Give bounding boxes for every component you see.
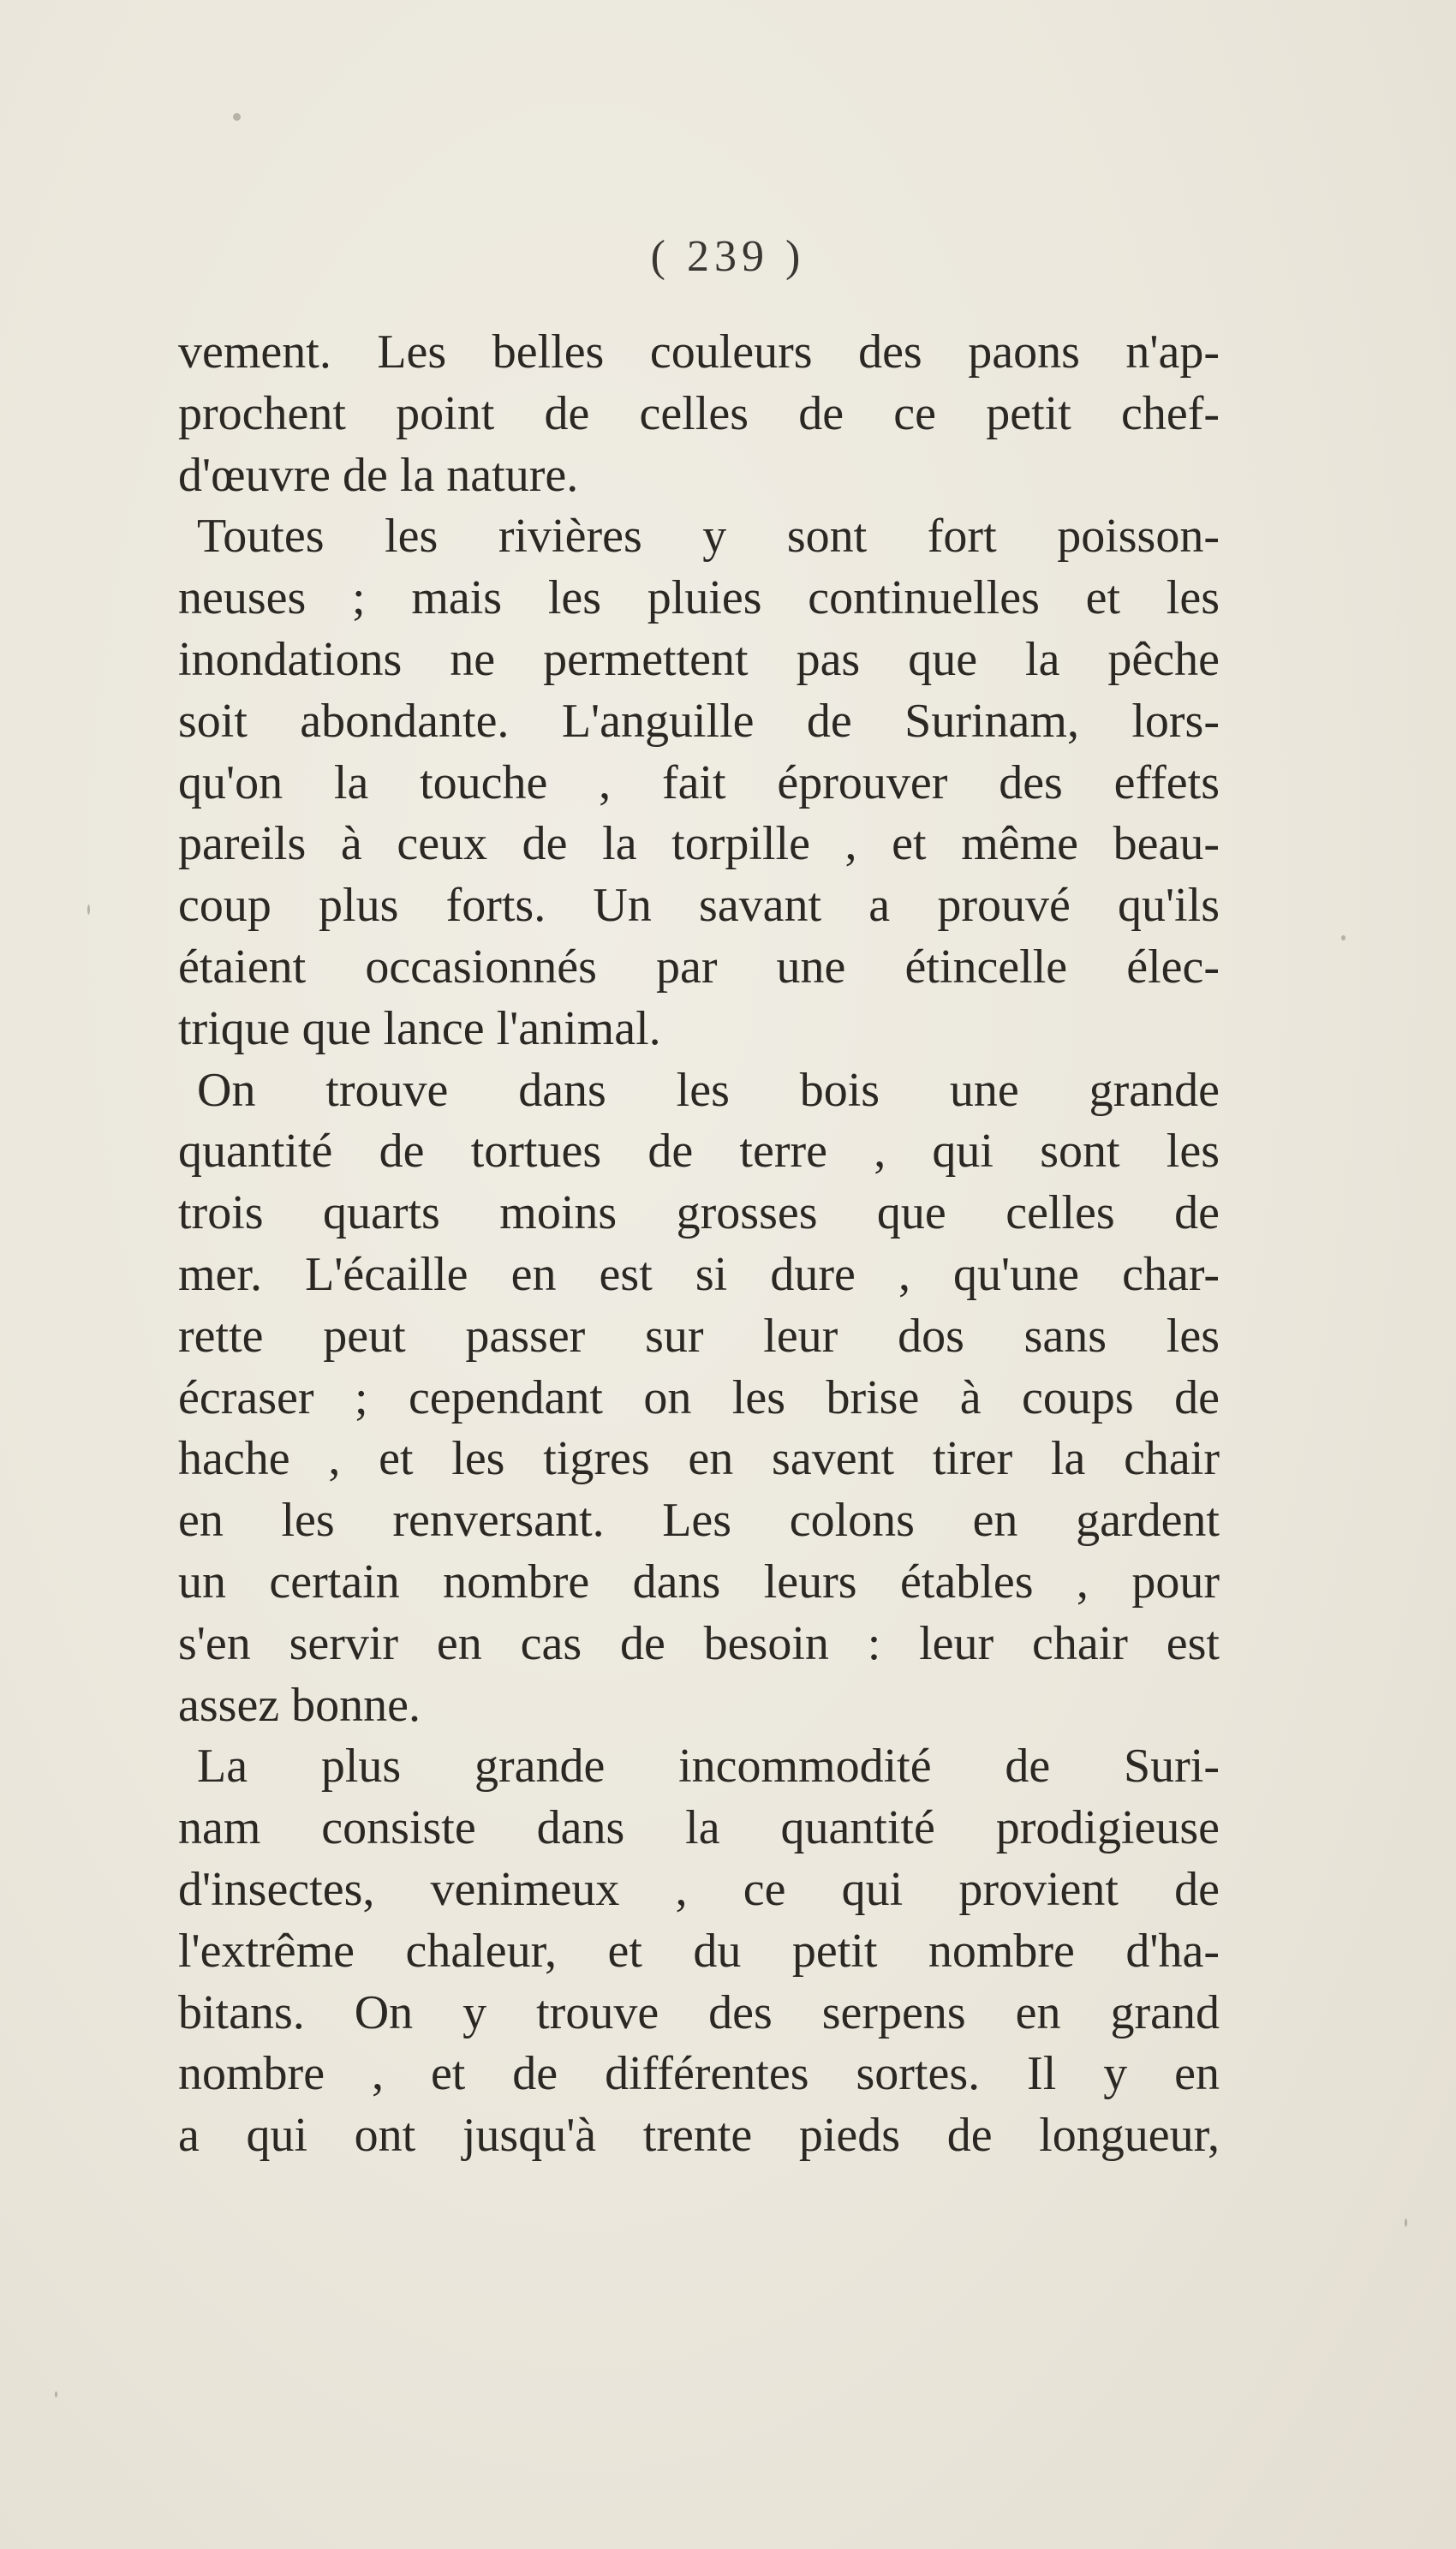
body-text bbox=[178, 322, 1220, 2167]
text-line: d'œuvre de la nature. bbox=[178, 448, 579, 502]
text-line: a qui ont jusqu'à trente pieds de longueur, bbox=[178, 2109, 1220, 2163]
text-line: étaient occasionnés par une étincelle élec- bbox=[178, 940, 1220, 994]
text-line: pareils à ceux de la torpille , et même beau- bbox=[178, 817, 1220, 871]
text-line: trois quarts moins grosses que celles de bbox=[178, 1186, 1220, 1240]
text-line: un certain nombre dans leurs étables , pour bbox=[178, 1555, 1220, 1609]
text-line: nombre , et de différentes sortes. Il y en bbox=[178, 2047, 1220, 2101]
text-line: inondations ne permettent pas que la pêche bbox=[178, 632, 1220, 686]
text-line: en les renversant. Les colons en gardent bbox=[178, 1494, 1220, 1548]
text-line: s'en servir en cas de besoin : leur chair est bbox=[178, 1616, 1220, 1670]
text-line: trique que lance l'animal. bbox=[178, 1001, 661, 1055]
paper-speck bbox=[1405, 2218, 1407, 2227]
text-line: qu'on la touche , fait éprouver des effets bbox=[178, 755, 1220, 809]
paper-speck bbox=[55, 2391, 57, 2397]
page-number: ( 239 ) bbox=[650, 232, 806, 281]
paper-speck bbox=[233, 113, 241, 121]
text-line: quantité de tortues de terre , qui sont les bbox=[178, 1125, 1220, 1179]
text-line: mer. L'écaille en est si dure , qu'une char- bbox=[178, 1247, 1220, 1301]
text-line: assez bonne. bbox=[178, 1678, 421, 1732]
text-line: On trouve dans les bois une grande bbox=[197, 1063, 1220, 1117]
text-line: rette peut passer sur leur dos sans les bbox=[178, 1309, 1220, 1363]
text-line: La plus grande incommodité de Suri- bbox=[197, 1740, 1220, 1794]
paper-speck bbox=[1341, 935, 1346, 940]
text-line: l'extrême chaleur, et du petit nombre d'ha- bbox=[178, 1924, 1220, 1978]
text-line: écraser ; cependant on les brise à coups de bbox=[178, 1370, 1220, 1424]
text-line: soit abondante. L'anguille de Surinam, lors- bbox=[178, 694, 1220, 748]
text-line: coup plus forts. Un savant a prouvé qu'ils bbox=[178, 879, 1220, 933]
text-line: d'insectes, venimeux , ce qui provient de bbox=[178, 1862, 1220, 1916]
text-line: bitans. On y trouve des serpens en grand bbox=[178, 1985, 1220, 2039]
text-line: nam consiste dans la quantité prodigieuse bbox=[178, 1801, 1220, 1855]
text-line: Toutes les rivières y sont fort poisson- bbox=[197, 510, 1220, 564]
text-line: vement. Les belles couleurs des paons n'ap- bbox=[178, 325, 1220, 379]
text-line: prochent point de celles de ce petit chef- bbox=[178, 386, 1220, 440]
paper-speck bbox=[87, 904, 90, 915]
text-line: neuses ; mais les pluies continuelles et les bbox=[178, 571, 1220, 625]
text-line: hache , et les tigres en savent tirer la chair bbox=[178, 1432, 1220, 1486]
